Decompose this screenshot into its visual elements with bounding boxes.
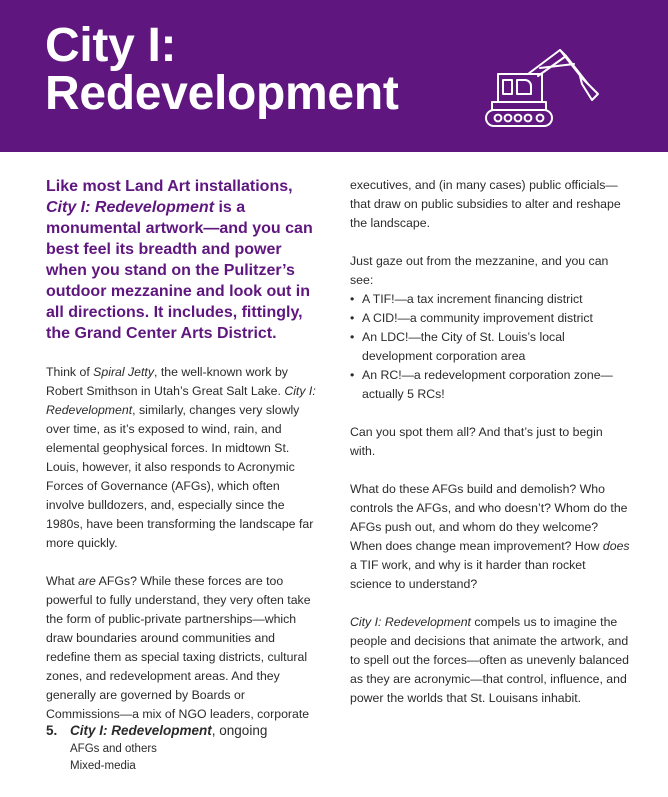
list-item: • A TIF!—a tax increment financing district bbox=[350, 290, 630, 309]
artwork-caption bbox=[46, 722, 267, 775]
lead-text-start: Like most Land Art installations, bbox=[46, 178, 293, 195]
emphasis: does bbox=[602, 539, 630, 553]
lead-artwork-title: City I: Redevelopment bbox=[46, 199, 215, 216]
list-item: • An RC!—a redevelopment corporation zone—actually 5 RCs! bbox=[350, 366, 630, 404]
list-item: • An LDC!—the City of St. Louis’s local development corporation area bbox=[350, 328, 630, 366]
continued-paragraph: executives, and (in many cases) public officials—that draw on public subsidies to alter and reshape the landscape. bbox=[350, 178, 621, 230]
questions-paragraph bbox=[350, 480, 630, 594]
lead-paragraph bbox=[46, 176, 318, 344]
left-column bbox=[46, 176, 318, 724]
text-run: compels us to imagine the people and decisions that animate the artwork, and to spell out the forces—often as unevenly balanced as they are acronymic—that control, influence, and power the worlds that St. Louisans inhabit. bbox=[350, 615, 629, 705]
lead-text-end: is a monumental artwork—and you can best feel its breadth and power when you stand on the Pulitzer’s outdoor mezzanine and look out in all directions. It includes, fittingly, the Grand Center Arts District. bbox=[46, 199, 313, 342]
mezzanine-intro: Just gaze out from the mezzanine, and you can see: bbox=[350, 254, 609, 287]
caption-title bbox=[70, 722, 267, 740]
right-column bbox=[350, 176, 630, 727]
caption-title-suffix: , ongoing bbox=[211, 723, 268, 738]
caption-medium: Mixed-media bbox=[70, 760, 136, 772]
text-run: What bbox=[46, 574, 79, 588]
acronym-list bbox=[350, 290, 630, 404]
excavator-icon bbox=[484, 44, 604, 130]
header-banner bbox=[0, 0, 668, 152]
title-line-2: Redevelopment bbox=[45, 67, 399, 120]
text-run: What do these AFGs build and demolish? Who controls the AFGs, and who doesn’t? Whom do the AFGs push out, and whom do they welcome? When does change mean improvement? How bbox=[350, 482, 628, 553]
text-run: AFGs? While these forces are too powerful to fully understand, they very often take the form of public-private partnerships—which draw boundaries around communities and redefine them as special taxing districts, cultural zones, and redevelopment areas. And they generally are governed by Boards or Commissions—a mix of NGO leaders, corporate bbox=[46, 574, 311, 721]
caption-number: 5. bbox=[46, 723, 58, 738]
page-title bbox=[45, 19, 399, 120]
spot-them-paragraph: Can you spot them all? And that’s just to begin with. bbox=[350, 425, 603, 458]
text-run: , similarly, changes very slowly over time, as it’s exposed to wind, rain, and elemental geophysical forces. In midtown St. Louis, however, it also responds to Acronymic Forces of Governance (AFGs), which often involve bulldozers, and, especially since the 1980s, have been transforming the landscape far more quickly. bbox=[46, 403, 314, 550]
caption-body bbox=[70, 722, 267, 775]
spiral-jetty-paragraph bbox=[46, 363, 318, 553]
caption-artwork-title: City I: Redevelopment bbox=[70, 723, 212, 738]
afgs-paragraph bbox=[46, 572, 318, 724]
text-run: Think of bbox=[46, 365, 94, 379]
artwork-title-city-i: City I: Redevelopment bbox=[46, 384, 316, 417]
text-run: a TIF work, and why is it harder than rocket science to understand? bbox=[350, 558, 586, 591]
artwork-title-city-i: City I: Redevelopment bbox=[350, 615, 471, 629]
emphasis: are bbox=[78, 574, 96, 588]
list-item: • A CID!—a community improvement district bbox=[350, 309, 630, 328]
artwork-title-spiral-jetty: Spiral Jetty bbox=[93, 365, 154, 379]
closing-paragraph bbox=[350, 613, 630, 708]
title-line-1: City I: bbox=[45, 19, 177, 72]
text-run: , the well-known work by Robert Smithson in Utah’s Great Salt Lake. bbox=[46, 365, 288, 398]
caption-artists: AFGs and others bbox=[70, 743, 157, 755]
